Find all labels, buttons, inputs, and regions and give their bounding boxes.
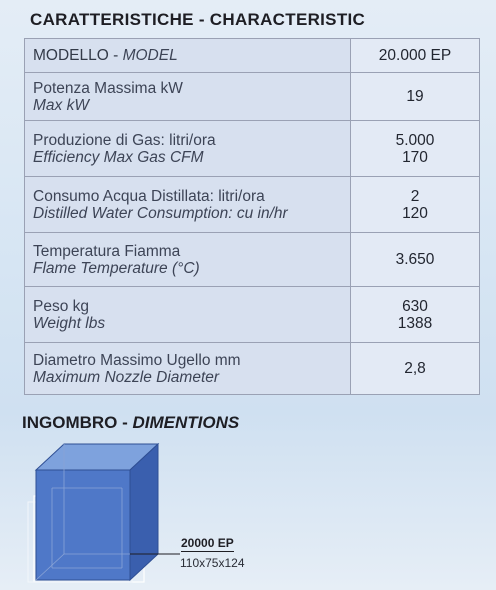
table-row xyxy=(25,343,480,395)
row-label-en: Maximum Nozzle Diameter xyxy=(33,368,220,386)
row-value-1: 2 xyxy=(410,187,420,205)
row-value-2: 170 xyxy=(402,148,428,166)
characteristics-title: CARATTERISTICHE - CHARACTERISTIC xyxy=(30,10,366,29)
row-label-en: Weight lbs xyxy=(33,314,106,332)
row-label-en: Distilled Water Consumption: cu in/hr xyxy=(33,204,288,222)
row-label-en: Efficiency Max Gas CFM xyxy=(33,148,204,166)
row-label-cell xyxy=(25,121,351,177)
row-value-cell xyxy=(351,287,480,343)
table-row xyxy=(25,73,480,121)
row-value-1: 19 xyxy=(406,88,424,105)
table-header-row xyxy=(25,39,480,73)
cube-diagram xyxy=(22,438,182,588)
model-value-cell xyxy=(351,39,480,73)
row-label-cell xyxy=(25,73,351,121)
dimensions-title-en: DIMENTIONS xyxy=(132,413,240,432)
model-label-cell xyxy=(25,39,351,73)
dimensions-title xyxy=(22,413,239,433)
row-label-en: Max kW xyxy=(33,96,89,114)
row-label-en: Flame Temperature (°C) xyxy=(33,259,200,277)
row-value-2: 120 xyxy=(402,204,428,222)
row-value-cell xyxy=(351,343,480,395)
row-value-1: 3.650 xyxy=(395,251,435,268)
dimensions-title-it: INGOMBRO - xyxy=(22,413,133,432)
row-label-cell xyxy=(25,177,351,233)
row-label-it: Temperatura Fiamma xyxy=(33,242,181,260)
row-value-cell xyxy=(351,177,480,233)
row-label-cell xyxy=(25,233,351,287)
row-value-2: 1388 xyxy=(397,314,433,332)
table-row xyxy=(25,177,480,233)
row-value-cell xyxy=(351,73,480,121)
row-label-it: Peso kg xyxy=(33,297,90,315)
row-value-1: 2,8 xyxy=(404,360,426,377)
model-label-it: MODELLO xyxy=(33,47,109,64)
model-label-en: MODEL xyxy=(122,47,178,64)
row-label-it: Consumo Acqua Distillata: litri/ora xyxy=(33,187,265,205)
row-value-cell xyxy=(351,121,480,177)
table-row xyxy=(25,121,480,177)
row-value-cell xyxy=(351,233,480,287)
row-value-1: 5.000 xyxy=(395,131,435,149)
row-value-1: 630 xyxy=(402,297,428,315)
row-label-it: Potenza Massima kW xyxy=(33,79,183,97)
characteristics-table xyxy=(24,38,480,395)
cube-front-face xyxy=(36,470,130,580)
model-label-sep: - xyxy=(108,47,123,64)
row-label-it: Diametro Massimo Ugello mm xyxy=(33,351,241,369)
row-label-it: Produzione di Gas: litri/ora xyxy=(33,131,216,149)
row-label-cell xyxy=(25,343,351,395)
dimensions-model-label: 20000 EP xyxy=(181,536,234,550)
row-label-cell xyxy=(25,287,351,343)
dimensions-size-label: 110x75x124 xyxy=(180,556,245,570)
table-row xyxy=(25,287,480,343)
table-row xyxy=(25,233,480,287)
model-value: 20.000 EP xyxy=(378,47,452,64)
